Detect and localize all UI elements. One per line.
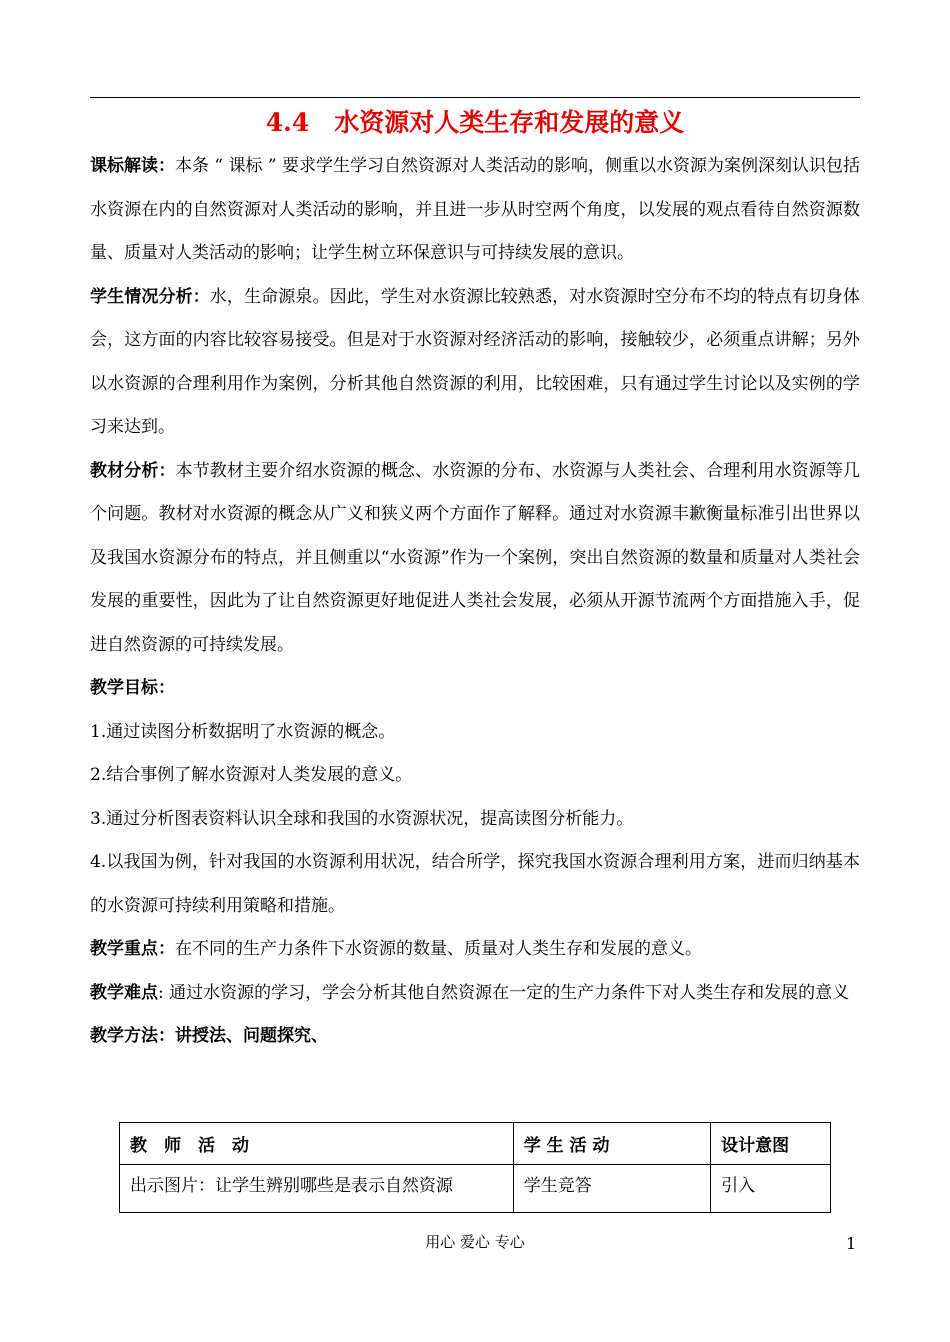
curriculum-text: 本条 “ 课标 ” 要求学生学习自然资源对人类活动的影响，侧重以水资源为案例深刻认识包括水资源在内的自然资源对人类活动的影响，并且进一步从时空两个角度，以发展的观点看待自然资源数量、质量对人类活动的影响；让学生树立环保意识与可持续发展的意识。 <box>90 156 860 263</box>
objective-item: 3.通过分析图表资料认识全球和我国的水资源状况，提高读图分析能力。 <box>90 808 634 829</box>
textbook-text: 本节教材主要介绍水资源的概念、水资源的分布、水资源与人类社会、合理利用水资源等几个问题。教材对水资源的概念从广义和狭义两个方面作了解释。通过对水资源丰歉衡量标准引出世界以及我国水资源分布的特点，并且侧重以“水资源”作为一个案例，突出自然资源的数量和质量对人类社会发展的重要性，因此为了让自然资源更好地促进人类社会发展，必须从开源节流两个方面措施入手，促进自然资源的可持续发展。 <box>90 460 861 655</box>
curriculum-label: 课标解读： <box>90 156 175 176</box>
header-design-intent: 设计意图 <box>711 1123 831 1165</box>
table-cell-teacher: 出示图片：让学生辨别哪些是表示自然资源 <box>120 1165 514 1213</box>
header-teacher-activity: 教 师 活 动 <box>120 1123 514 1165</box>
table-cell-student: 学生竞答 <box>513 1165 710 1213</box>
lesson-plan-table <box>119 1122 831 1213</box>
textbook-paragraph <box>90 450 860 668</box>
table-cell-intent: 引入 <box>711 1165 831 1213</box>
difficulties-label: 教学难点 <box>90 982 158 1003</box>
document-body <box>90 145 860 1059</box>
table-header-row <box>120 1123 831 1165</box>
objectives-heading: 教学目标： <box>90 678 175 698</box>
objective-item: 2.结合事例了解水资源对人类发展的意义。 <box>90 765 413 785</box>
students-paragraph <box>90 276 860 450</box>
objective-item: 4.以我国为例，针对我国的水资源利用状况，结合所学，探究我国水资源合理利用方案，进而归纳基本的水资源可持续利用策略和措施。 <box>90 852 860 916</box>
curriculum-paragraph <box>90 145 860 276</box>
key-points-paragraph <box>90 928 860 972</box>
textbook-label: 教材分析： <box>90 460 176 481</box>
table-row <box>120 1165 831 1213</box>
objective-item: 1.通过读图分析数据明了水资源的概念。 <box>90 721 396 742</box>
page-number: 1 <box>846 1234 857 1253</box>
key-points-text: 在不同的生产力条件下水资源的数量、质量对人类生存和发展的意义。 <box>175 939 702 959</box>
students-label: 学生情况分析： <box>90 286 210 307</box>
footer-motto: 用心 爱心 专心 <box>425 1233 525 1251</box>
top-rule <box>90 97 860 98</box>
methods-line: 教学方法：讲授法、问题探究、 <box>90 1026 328 1046</box>
header-student-activity: 学 生 活 动 <box>513 1123 710 1165</box>
difficulties-paragraph <box>90 972 860 1016</box>
students-text: 水，生命源泉。因此，学生对水资源比较熟悉，对水资源时空分布不均的特点有切身体会，这方面的内容比较容易接受。但是对于水资源对经济活动的影响，接触较少，必须重点讲解；另外以水资源的合理利用作为案例，分析其他自然资源的利用，比较困难，只有通过学生讨论以及实例的学习来达到。 <box>90 286 860 437</box>
difficulties-text: : 通过水资源的学习，学会分析其他自然资源在一定的生产力条件下对人类生存和发展的意义 <box>158 982 850 1003</box>
page-title: 4.4 水资源对人类生存和发展的意义 <box>265 108 685 137</box>
key-points-label: 教学重点： <box>90 939 175 959</box>
